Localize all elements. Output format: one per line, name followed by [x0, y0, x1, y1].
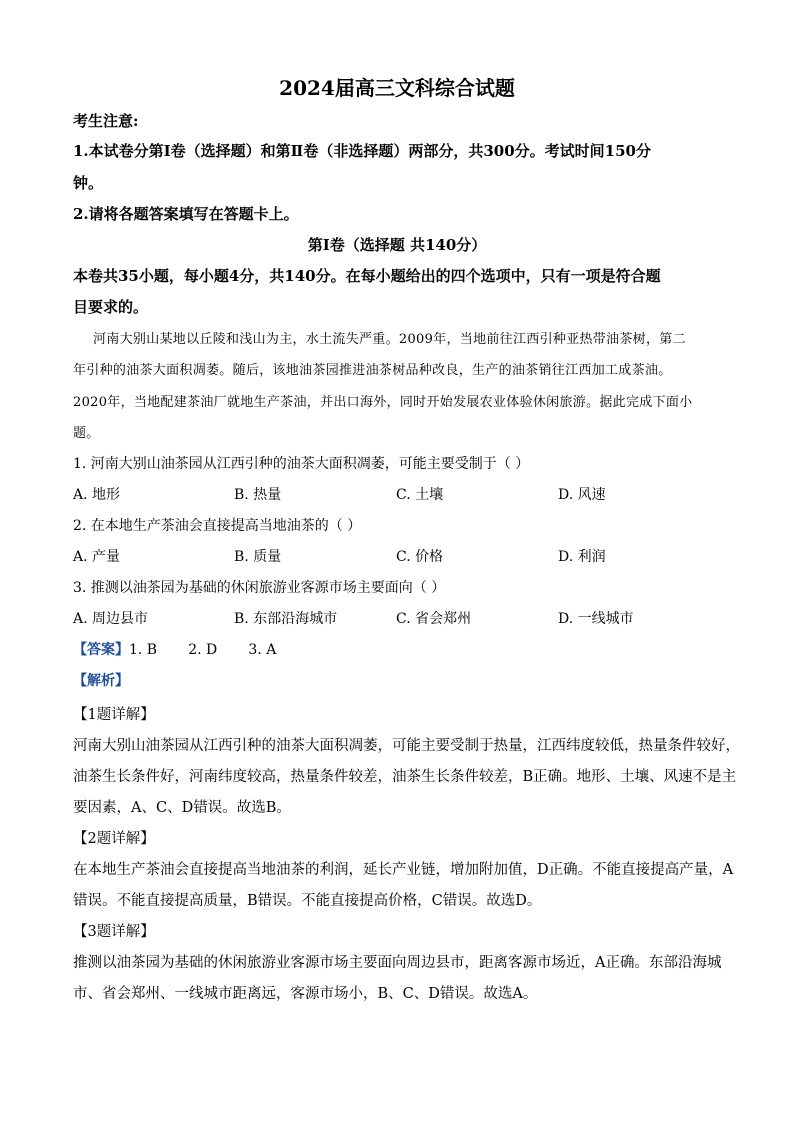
section-instructions-1: 本卷共35小题，每小题4分，共140分。在每小题给出的四个选项中，只有一项是符合题	[73, 267, 661, 285]
section-heading: 第Ⅰ卷（选择题 共140分）	[307, 236, 487, 254]
analysis-label: 【解析】	[73, 673, 129, 689]
page-title: 2024届高三文科综合试题	[279, 76, 515, 100]
question-2-option-c: C. 价格	[396, 549, 444, 565]
question-2: 2. 在本地生产茶油会直接提高当地油茶的（ ）	[73, 518, 362, 534]
question-1-option-b: B. 热量	[234, 487, 282, 503]
explanation-1-line-2: 油茶生长条件好，河南纬度较高，热量条件较差，油茶生长条件较差，B正确。地形、土壤、风速不是主	[73, 769, 737, 785]
answer-line	[73, 639, 276, 659]
explanation-3-heading: 【3题详解】	[73, 924, 155, 940]
question-1-option-c: C. 土壤	[396, 487, 444, 503]
explanation-2-line-2: 错误。不能直接提高质量，B错误。不能直接提高价格，C错误。故选D。	[73, 893, 542, 909]
question-3: 3. 推测以油茶园为基础的休闲旅游业客源市场主要面向（ ）	[73, 580, 446, 596]
question-3-option-b: B. 东部沿海城市	[234, 611, 338, 627]
question-3-option-a: A. 周边县市	[73, 611, 149, 627]
passage-line-3: 2020年，当地配建茶油厂就地生产茶油，并出口海外，同时开始发展农业体验休闲旅游。据此完成下面小	[73, 395, 693, 410]
explanation-1-line-1: 河南大别山油茶园从江西引种的油茶大面积凋萎，可能主要受制于热量，江西纬度较低，热量条件较好，	[73, 738, 740, 754]
passage-line-2: 年引种的油茶大面积凋萎。随后，该地油茶园推进油茶树品种改良，生产的油茶销往江西加工成茶油。	[73, 363, 672, 378]
answer-values: 1. B 2. D 3. A	[129, 642, 277, 658]
question-2-option-a: A. 产量	[73, 549, 121, 565]
notice-item-2: 2.请将各题答案填写在答题卡上。	[73, 205, 299, 223]
question-1-option-a: A. 地形	[73, 487, 121, 503]
explanation-3-line-1: 推测以油茶园为基础的休闲旅游业客源市场主要面向周边县市，距离客源市场近，A正确。东部沿海城	[73, 955, 722, 971]
question-3-option-c: C. 省会郑州	[396, 611, 472, 627]
question-1-option-d: D. 风速	[558, 487, 606, 503]
notice-item-1-cont: 钟。	[73, 174, 104, 192]
explanation-2-line-1: 在本地生产茶油会直接提高当地油茶的利润，延长产业链，增加附加值，D正确。不能直接提高产量，A	[73, 862, 734, 878]
question-2-option-d: D. 利润	[558, 549, 606, 565]
explanation-1-heading: 【1题详解】	[73, 707, 155, 723]
section-instructions-2: 目要求的。	[73, 298, 149, 316]
explanation-3-line-2: 市、省会郑州、一线城市距离远，客源市场小，B、C、D错误。故选A。	[73, 986, 538, 1002]
question-2-option-b: B. 质量	[234, 549, 282, 565]
explanation-1-line-3: 要因素，A、C、D错误。故选B。	[73, 800, 291, 816]
question-3-option-d: D. 一线城市	[558, 611, 634, 627]
answer-label: 【答案】	[73, 642, 129, 658]
notice-heading: 考生注意:	[73, 112, 139, 130]
notice-item-1: 1.本试卷分第Ⅰ卷（选择题）和第Ⅱ卷（非选择题）两部分，共300分。考试时间150分	[73, 142, 651, 160]
passage-line-4: 题。	[73, 426, 100, 441]
question-1: 1. 河南大别山油茶园从江西引种的油茶大面积凋萎，可能主要受制于（ ）	[73, 456, 530, 472]
explanation-2-heading: 【2题详解】	[73, 831, 155, 847]
passage-line-1: 河南大别山某地以丘陵和浅山为主，水土流失严重。2009年，当地前往江西引种亚热带油茶树，第二	[93, 332, 686, 347]
